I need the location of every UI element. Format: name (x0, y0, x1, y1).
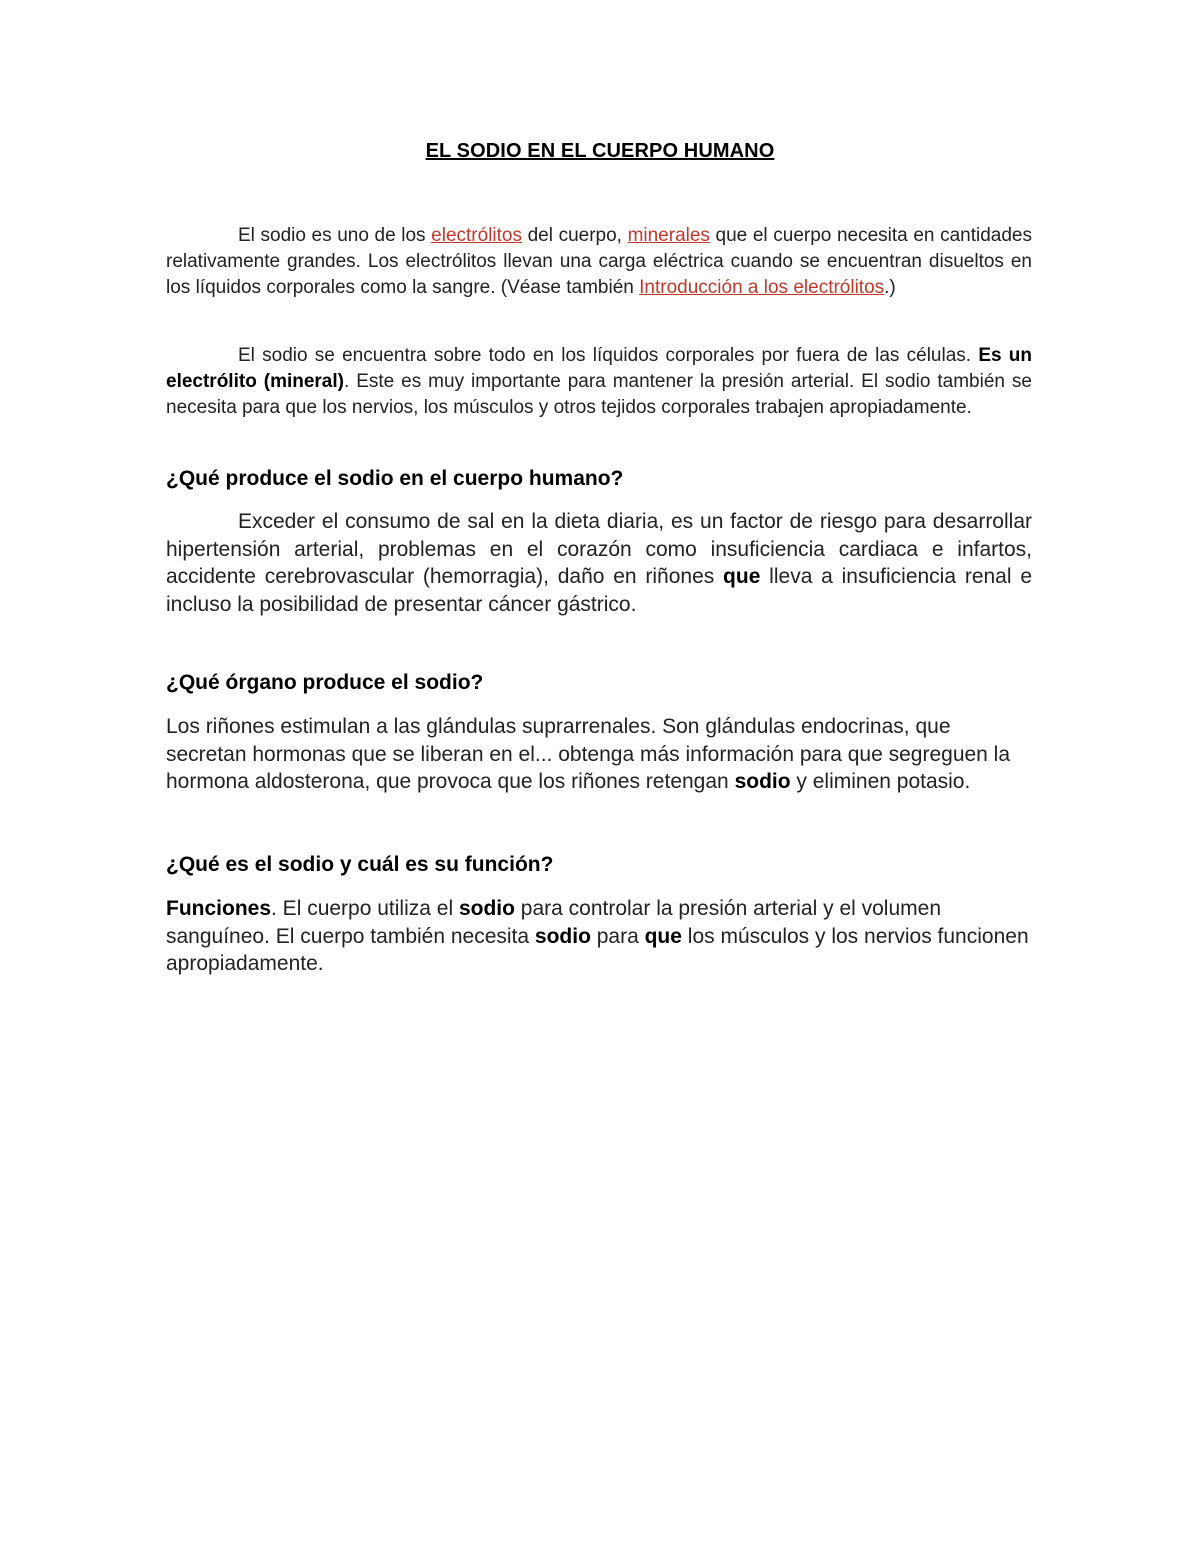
document-title: EL SODIO EN EL CUERPO HUMANO (425, 140, 775, 162)
intro-p1-text-2: del cuerpo, (522, 225, 628, 246)
section-3-text-3: para (590, 924, 645, 948)
intro-paragraph-1 (166, 223, 1032, 301)
section-3-bold-2: sodio (458, 897, 515, 920)
section-3-bold-1: Funciones (166, 897, 272, 920)
link-introduccion-electrolitos[interactable]: Introducción a los electrólitos (639, 277, 885, 298)
section-1-bold-1: que (723, 565, 761, 588)
intro-paragraph-2 (166, 343, 1032, 421)
intro-p1-text-3: que el cuerpo necesita en cantidades relativamente grandes. Los electrólitos llevan una carga eléctrica cuando se encuentran disueltos en los líquidos corporales como la sangre. (Véase también (166, 225, 1032, 298)
section-3-text-1: . El cuerpo utiliza el (271, 897, 459, 920)
section-1-paragraph (166, 508, 1032, 618)
section-2-paragraph (166, 713, 1032, 796)
link-electrolitos[interactable]: electrólitos (431, 225, 522, 246)
section-3-bold-3: sodio (534, 924, 591, 948)
section-3-paragraph (166, 895, 1032, 978)
intro-p1-text-1: El sodio es uno de los (238, 225, 432, 246)
section-3-bold-4: que (644, 924, 682, 948)
section-1-heading: ¿Qué produce el sodio en el cuerpo humano? (166, 467, 624, 490)
section-3-heading: ¿Qué es el sodio y cuál es su función? (166, 853, 554, 876)
intro-p2-bold-1: Es un electrólito (mineral) (166, 345, 1033, 392)
section-1-text-1: Exceder el consumo de sal en la dieta diaria, es un factor de riesgo para desarrollar hipertensión arterial, problemas en el corazón como insuficiencia cardiaca e infartos, accidente cerebrovascular (hemorragia), daño en riñones (166, 510, 1032, 588)
section-3-text-2: para controlar la presión arterial y el volumen sanguíneo. El cuerpo también necesita (166, 897, 941, 948)
intro-p1-text-4: .) (884, 277, 896, 298)
intro-p2-text-1: El sodio se encuentra sobre todo en los líquidos corporales por fuera de las células. (238, 345, 979, 366)
section-2-bold-1: sodio (734, 770, 791, 793)
section-3-text-4: los músculos y los nervios funcionen apropiadamente. (166, 924, 1029, 975)
section-2-text-2: y eliminen potasio. (790, 770, 971, 793)
section-2-text-1: Los riñones estimulan a las glándulas suprarrenales. Son glándulas endocrinas, que secretan hormonas que se liberan en el... obtenga más información para que segreguen la hormona aldosterona, que provoca que los riñones retengan (166, 715, 1011, 793)
link-minerales[interactable]: minerales (627, 225, 710, 246)
section-2-heading: ¿Qué órgano produce el sodio? (166, 671, 484, 694)
intro-p2-text-2: . Este es muy importante para mantener la presión arterial. El sodio también se necesita para que los nervios, los músculos y otros tejidos corporales trabajen apropiadamente. (166, 371, 1032, 418)
section-1-text-2: lleva a insuficiencia renal e incluso la posibilidad de presentar cáncer gástrico. (166, 565, 1032, 616)
